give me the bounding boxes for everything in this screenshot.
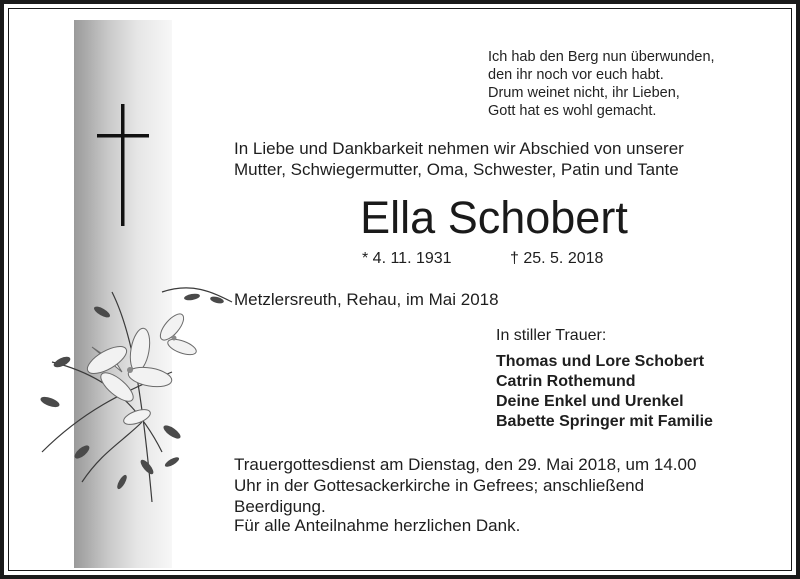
mourner-name: Deine Enkel und Urenkel <box>496 393 684 410</box>
poem-line: Drum weinet nicht, ihr Lieben, <box>488 85 680 101</box>
mourner-name: Catrin Rothemund <box>496 373 636 390</box>
intro-text <box>234 138 794 180</box>
mourners-list <box>496 352 713 432</box>
place-date: Metzlersreuth, Rehau, im Mai 2018 <box>234 290 499 309</box>
birth-date: * 4. 11. 1931 <box>362 250 452 267</box>
thanks-text: Für alle Anteilnahme herzlichen Dank. <box>234 516 521 535</box>
mourner-name: Thomas und Lore Schobert <box>496 353 705 370</box>
mourner-name: Babette Springer mit Familie <box>496 413 713 430</box>
intro-line: Mutter, Schwiegermutter, Oma, Schwester, Patin und Tante <box>234 160 679 179</box>
service-line: Uhr in der Gottesackerkirche in Gefrees; anschließend <box>234 476 645 495</box>
intro-line: In Liebe und Dankbarkeit nehmen wir Abschied von unserer <box>234 139 684 158</box>
poem-line: Gott hat es wohl gemacht. <box>488 103 657 119</box>
service-line: Trauergottesdienst am Dienstag, den 29. Mai 2018, um 14.00 <box>234 455 697 474</box>
poem-verse <box>488 48 788 120</box>
service-info <box>234 454 794 517</box>
lily-bouquet-image <box>22 252 244 512</box>
death-date: † 25. 5. 2018 <box>510 250 604 267</box>
service-line: Beerdigung. <box>234 497 326 516</box>
poem-line: den ihr noch vor euch habt. <box>488 67 664 83</box>
poem-line: Ich hab den Berg nun überwunden, <box>488 49 715 65</box>
deceased-name: Ella Schobert <box>360 192 628 243</box>
cross-icon <box>97 104 149 226</box>
mourning-title: In stiller Trauer: <box>496 327 607 344</box>
